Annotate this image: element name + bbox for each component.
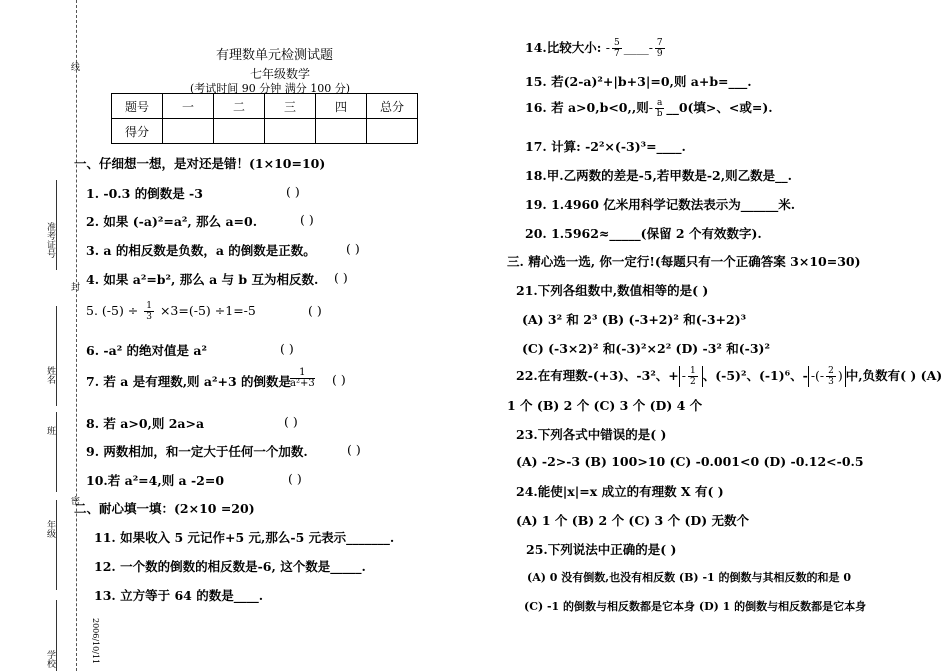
question-16-text-a: 16. 若 a>0,b<0,,则 [525,100,649,115]
question-16: 16. 若 a>0,b<0,,则- $\frac{a}{b}$ __0(填>、<或=). [525,98,773,119]
question-24: 24.能使|x|=x 成立的有理数 X 有( ) [516,484,724,499]
question-22-text-a: 22.在有理数-(+3)、-3²、+ [516,368,679,383]
score-table-header-cell: 四 [316,94,367,119]
fraction-denominator: 2 [690,377,696,387]
score-cell[interactable] [367,119,418,144]
fraction-numerator: 1 [290,368,315,379]
section3-title: 三. 精心选一选, 你一定行!(每题只有一个正确答案 3×10=30) [507,254,861,269]
score-table-header-cell: 总分 [367,94,418,119]
answer-paren[interactable]: ( ) [286,184,300,199]
fraction-denominator: 3 [828,377,834,387]
score-table-header-cell: 三 [265,94,316,119]
question-7-fraction [290,368,315,389]
score-table-header-cell: 题号 [112,94,163,119]
print-date: 2006/10/11 [91,618,100,665]
question-2: 2. 如果 (-a)²=a², 那么 a=0. [86,214,258,229]
answer-paren[interactable]: ( ) [334,270,348,285]
question-23-options: (A) -2>-3 (B) 100>10 (C) -0.001<0 (D) -0.12<-0.5 [516,454,864,469]
binding-seal-mark: 封 [69,282,79,291]
question-9: 9. 两数相加，和一定大于任何一个加数. [86,444,308,459]
grade-label: 年级 [45,520,55,538]
question-5 [86,301,256,322]
fraction-denominator: b [656,109,663,119]
binding-seal-mark-2: 密 [69,496,79,505]
score-cell[interactable] [214,119,265,144]
answer-paren[interactable]: ( ) [332,372,346,387]
score-table-header-cell: 二 [214,94,265,119]
answer-paren[interactable]: ( ) [346,241,360,256]
question-1: 1. -0.3 的倒数是 -3 [86,186,203,201]
fraction-numerator: 1 [690,366,696,376]
abs-value-bars: - $\frac{1}{2}$ [679,366,703,387]
page-title: 有理数单元检测试题 [216,48,334,63]
class-line [56,412,57,492]
question-11: 11. 如果收入 5 元记作+5 元,那么-5 元表示_______. [94,530,395,545]
score-table-score-row [112,119,418,144]
question-15: 15. 若(2-a)²+|b+3|=0,则 a+b=___. [525,74,752,89]
question-25-options-ab: (A) 0 没有倒数,也没有相反数 (B) -1 的倒数与其相反数的和是 0 [527,571,851,584]
fraction-denominator: 9 [656,49,663,59]
question-23: 23.下列各式中错误的是( ) [516,427,667,442]
question-3: 3. a 的相反数是负数，a 的倒数是正数。 [86,243,316,258]
question-22-text-b: 、(-5)²、(-1)⁶、- [702,368,808,383]
question-24-options: (A) 1 个 (B) 2 个 (C) 3 个 (D) 无数个 [516,513,749,528]
fraction-numerator: a [656,98,663,108]
question-14-fraction-1 [612,38,622,59]
question-14: 14.比较大小: - $\frac{5}{7}$ ____- $\frac{7}{9}$ [525,38,663,59]
score-row-label: 得分 [112,119,163,144]
abs-value-bars: -(- $\frac{2}{3}$ ) [808,366,846,387]
question-13: 13. 立方等于 64 的数是____. [94,588,264,603]
exam-note: (考试时间 90 分钟 满分 100 分) [190,82,351,95]
fraction-numerator: 5 [613,38,620,48]
score-cell[interactable] [316,119,367,144]
question-7-fraction-wrap [288,368,317,389]
question-21-options-ab: (A) 3² 和 2³ (B) (-3+2)² 和(-3+2)³ [522,312,747,327]
question-12: 12. 一个数的倒数的相反数是-6, 这个数是_____. [94,559,366,574]
score-table-header-row [112,94,418,119]
answer-paren[interactable]: ( ) [300,212,314,227]
fraction-denominator: 3 [146,312,152,322]
question-7 [86,372,291,390]
grade-line [56,500,57,590]
question-4: 4. 如果 a²=b², 那么 a 与 b 互为相反数. [86,272,319,287]
school-label: 学校 [45,650,55,668]
question-6: 6. -a² 的绝对值是 a² [86,343,207,358]
fraction-numerator: 1 [146,301,152,311]
binding-line-mark: 线 [69,62,79,71]
question-7-text: 7. 若 a 是有理数,则 a²+3 的倒数是 [86,374,292,389]
question-22-options: 1 个 (B) 2 个 (C) 3 个 (D) 4 个 [507,398,703,413]
question-5-part-b: ×3=(-5) ÷1=-5 [155,303,256,318]
question-22-text-c: 中,负数有( ) (A) [845,368,943,383]
question-5-fraction [144,301,154,322]
binding-cut-line [76,0,77,671]
question-18: 18.甲.乙两数的差是-5,若甲数是-2,则乙数是__. [525,168,792,183]
score-cell[interactable] [163,119,214,144]
name-line [56,306,57,406]
answer-paren[interactable]: ( ) [347,442,361,457]
score-table [111,93,418,144]
fraction-numerator: 2 [828,366,834,376]
fraction-numerator: 7 [656,38,663,48]
question-25: 25.下列说法中正确的是( ) [526,542,677,557]
class-label: 班 [45,426,55,435]
name-label: 姓名 [45,366,55,384]
answer-paren[interactable]: ( ) [284,414,298,429]
score-cell[interactable] [265,119,316,144]
answer-paren[interactable]: ( ) [308,303,322,318]
section2-title: 二、耐心填一填：(2×10 =20) [74,501,255,516]
score-table-header-cell: 一 [163,94,214,119]
question-14-text: 14.比较大小: [525,40,606,55]
question-22-fraction-1 [688,366,698,387]
answer-paren[interactable]: ( ) [288,471,302,486]
question-8: 8. 若 a>0,则 2a>a [86,416,205,431]
question-19: 19. 1.4960 亿米用科学记数法表示为______米. [525,197,796,212]
page-subtitle: 七年级数学 [250,67,311,81]
question-21-options-cd: (C) (-3×2)² 和(-3)²×2² (D) -3² 和(-3)² [522,341,770,356]
question-22-fraction-2 [826,366,836,387]
exam-no-label: 准考证号 [45,222,55,258]
question-10: 10.若 a²=4,则 a -2=0 [86,473,225,488]
question-16-text-b: __0(填>、<或=). [666,100,773,115]
question-21: 21.下列各组数中,数值相等的是( ) [516,283,709,298]
question-25-options-cd: (C) -1 的倒数与相反数都是它本身 (D) 1 的倒数与相反数都是它本身 [524,600,867,613]
question-20: 20. 1.5962≈_____(保留 2 个有效数字). [525,226,762,241]
question-16-fraction [655,98,664,119]
fraction-denominator: 7 [613,49,620,59]
section1-title: 一、仔细想一想，是对还是错！(1×10=10) [74,156,326,171]
question-22 [516,366,942,387]
question-5-part-a: 5. (-5) ÷ [86,303,143,318]
fraction-denominator: a²+3 [290,378,315,389]
question-14-blank[interactable]: ____ [623,40,649,55]
question-14-fraction-2 [655,38,665,59]
question-17: 17. 计算: -2²×(-3)³=____. [525,139,686,154]
answer-paren[interactable]: ( ) [280,341,294,356]
